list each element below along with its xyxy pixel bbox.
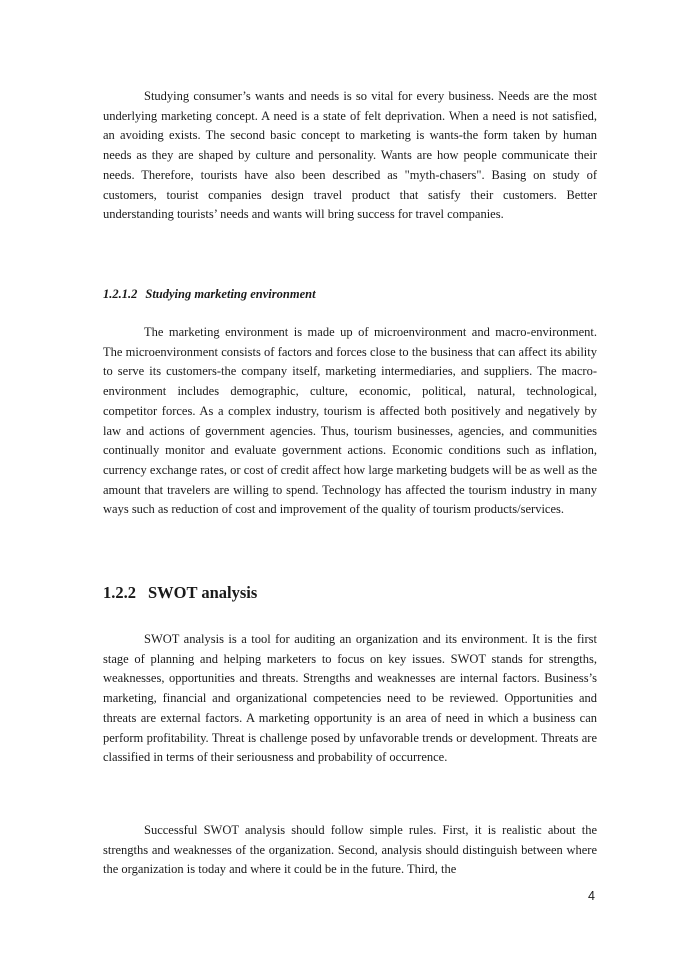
subsection-heading — [103, 287, 316, 302]
paragraph-swot-rules: Successful SWOT analysis should follow simple rules. First, it is realistic about the strengths and weaknesses of the organization. Second, analysis should distinguish between where the organization is today and where it could be in the future. Third, the — [103, 823, 597, 877]
page-number: 4 — [588, 889, 595, 903]
section-title: SWOT analysis — [148, 583, 258, 602]
section-number: 1.2.2 — [103, 583, 136, 602]
section-heading — [103, 583, 257, 603]
paragraph-swot-definition: SWOT analysis is a tool for auditing an organization and its environment. It is the first stage of planning and helping marketers to focus on key issues. SWOT stands for strengths, weaknesses, opportunities and threats. Strengths and weaknesses are internal factors. Business’s marketing, financial and organizational competencies need to be reviewed. Opportunities and threats are external factors. A marketing opportunity is an area of need in which a business can perform profitability. Threat is challenge posed by unfavorable trends or development. Threats are classified in terms of their seriousness and probability of occurrence. — [103, 632, 597, 765]
paragraph-consumer-needs: Studying consumer’s wants and needs is so vital for every business. Needs are the most underlying marketing concept. A need is a state of felt deprivation. When a need is not satisfied, an avoiding exists. The second basic concept to marketing is wants-the form taken by human needs as they are shaped by culture and personality. Wants are how people communicate their needs. Therefore, tourists have also been described as "myth-chasers". Basing on study of customers, tourist companies design travel product that satisfy their customers. Better understanding tourists’ needs and wants will bring success for travel companies. — [103, 89, 597, 222]
subsection-number: 1.2.1.2 — [103, 287, 138, 301]
subsection-title: Studying marketing environment — [145, 287, 316, 301]
paragraph-marketing-environment: The marketing environment is made up of microenvironment and macro-environment. The microenvironment consists of factors and forces close to the business that can affect its ability to serve its customers-the company itself, marketing intermediaries, and suppliers. The macro-environment includes demographic, culture, economic, political, natural, technological, competitor forces. As a complex industry, tourism is affected both positively and negatively by law and actions of government agencies. Thus, tourism businesses, agencies, and communities continually monitor and evaluate government actions. Economic conditions such as inflation, currency exchange rates, or cost of credit affect how large marketing budgets will be as well as the amount that travelers are willing to spend. Technology has affected the tourism industry in many ways such as reduction of cost and improvement of the quality of tourism products/services. — [103, 325, 597, 517]
